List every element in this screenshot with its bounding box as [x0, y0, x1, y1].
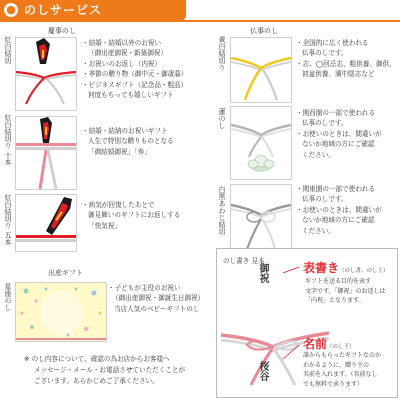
omotegaki-heading: 表書き（のし書、のし上） [303, 261, 389, 275]
keiji-item-3-label: 紅白結切り 五本 [4, 194, 12, 246]
keiji-item-1-label: 紅白結切 [4, 36, 12, 64]
sample-omote-text: 御祝 [257, 263, 268, 283]
noshi-sample-box [216, 248, 398, 398]
butsuji-title: 仏事のし [250, 27, 278, 35]
butsuji-item-1-desc: ・全国的に広く使われる 仏事のしです。 ・志、◯回忌志、粗供養、御供、 初盆供養、満中陰志など [296, 39, 396, 79]
noshi-image-seiza [15, 282, 107, 342]
shussan-desc: ・子どもが主役のお祝い （御出産御祝・御誕生日御祝） 当店人気のベビーギフトのし [108, 284, 205, 313]
butsuji-item-1-label: 黄白結切り [218, 36, 226, 71]
butsuji-item-2-label: 蓮のし [218, 108, 226, 129]
sample-name-text: 桜谷 [257, 361, 268, 381]
noshi-image-kohaku-10 [15, 116, 77, 190]
namae-desc: 誰からもらったギフトなのか わかるように、贈り主の 名前を入れます。（名前なし でも無料で承ります） [303, 352, 382, 388]
header-divider [0, 20, 400, 22]
namae-heading: 名前（のし下） [303, 337, 355, 351]
shussan-title: 出産ギフト [48, 269, 83, 277]
page-title: のしサービス [24, 3, 103, 17]
butsuji-item-2-desc: ・関西圏の一部で使われる 仏事のしです。 ・お使いのときは、間違いが ないか地域の方にご確認 ください。 [296, 109, 382, 159]
noshi-image-kiiro [230, 37, 292, 103]
keiji-item-2-label: 紅白結切り 十本 [4, 114, 12, 166]
page-header [0, 0, 400, 22]
sample-title: のし書き 見本 [223, 257, 265, 265]
shussan-label: 星座のし [4, 283, 12, 311]
keiji-item-2-desc: ・結婚・結納のお祝いギフト 人生で特別な贈りものとなる 「御結婚御祝」「寿」 [82, 127, 174, 156]
noshi-image-shirokuro [230, 184, 292, 252]
omotegaki-desc: ギフトを送る目的を表す 文字です。「御祝」のお返しは 「内祝」となります。 [305, 278, 386, 305]
circle-icon: ● [4, 3, 18, 17]
butsuji-item-3-desc: ・関東圏の一部で使われる 仏事のしです。 ・お使いのときは、間違いが ないか地域の方にご確認 ください。 [296, 185, 382, 235]
noshi-image-kohaku-5 [15, 194, 77, 252]
keiji-item-1-desc: ・結婚・結婚以外のお祝い （御出産御祝・新築御祝） ・お祝いのお返し（内祝） ・季節の贈り物（御中元・御歳暮） ・ビジネスギフト（記念品・粗品） 何度もちっても嬉しいギフト [82, 39, 188, 100]
butsuji-item-3-label: 白黒あわじ結切 [218, 186, 226, 235]
keiji-item-3-desc: ・病気が回復したあとで 御見舞いのギフトにお返しする 「快気祝」 [82, 201, 181, 230]
keiji-title: 慶事のし [48, 27, 76, 35]
notice-text: ※ のし内容について、確認の為お店からお客様へ メッセージ・メール・お電話させていただくことが ございます。あらかじめご了承ください。 [24, 355, 186, 385]
noshi-image-hasu [230, 106, 292, 180]
noshi-image-kohaku [15, 37, 77, 111]
